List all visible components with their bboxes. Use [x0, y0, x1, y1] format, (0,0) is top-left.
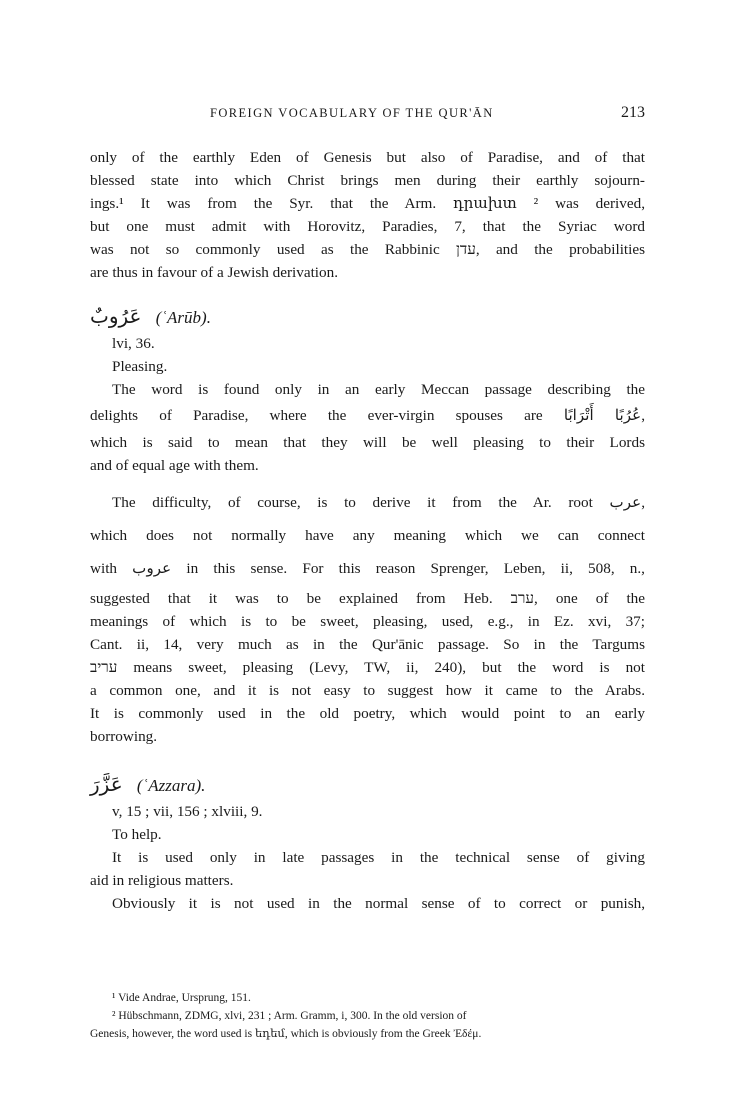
spacer: [90, 477, 645, 485]
entry-arabic: عَرُوبٌ: [90, 304, 142, 328]
text-line: It is commonly used in the old poetry, which would point to an early: [90, 705, 645, 722]
page-number: 213: [621, 104, 645, 121]
footnotes: [90, 989, 645, 1043]
entry-gloss: To help.: [112, 826, 162, 843]
text-line: was not so commonly used as the Rabbinic עדן, and the probabilities: [90, 241, 645, 258]
entry-transliteration: (ʿAzzara).: [136, 776, 206, 795]
text-line: aid in religious matters.: [90, 872, 234, 889]
body-text: [90, 146, 645, 915]
entry-arabic: عَزَّرَ: [90, 772, 123, 796]
text-line: which does not normally have any meaning which we can connect: [90, 527, 645, 544]
text-line: Cant. ii, 14, very much as in the Qur'ānic passage. So in the Targums: [90, 636, 645, 653]
entry-reference: lvi, 36.: [112, 335, 155, 352]
text-line: are thus in favour of a Jewish derivation.: [90, 264, 338, 281]
text-line: ings.¹ It was from the Syr. that the Arm. դրախտ ² was derived,: [90, 195, 645, 212]
footnote: Genesis, however, the word used is եդեմ, which is obviously from the Greek Ἐδέμ.: [90, 1028, 482, 1040]
text-line: only of the earthly Eden of Genesis but also of Paradise, and of that: [90, 149, 645, 166]
running-title: FOREIGN VOCABULARY OF THE QUR'ĀN: [210, 106, 494, 120]
text-line: It is used only in late passages in the technical sense of giving: [112, 849, 645, 866]
text-line: meanings of which is to be sweet, pleasing, used, e.g., in Ez. xvi, 37;: [90, 613, 645, 630]
entry-reference: v, 15 ; vii, 156 ; xlviii, 9.: [112, 803, 263, 820]
running-header: [90, 106, 645, 126]
footnote: ¹ Vide Andrae, Ursprung, 151.: [112, 992, 251, 1004]
text-line: delights of Paradise, where the ever-virgin spouses are عُرُبًا أَتْرَابًا,: [90, 407, 645, 424]
text-line: suggested that it was to be explained from Heb. ערב, one of the: [90, 590, 645, 607]
text-line: borrowing.: [90, 728, 158, 745]
text-line: a common one, and it is not easy to suggest how it came to the Arabs.: [90, 682, 645, 699]
entry-transliteration: (ʿArūb).: [155, 308, 211, 327]
entry-gloss: Pleasing.: [112, 358, 168, 375]
entry-heading: [90, 768, 645, 800]
text-line: עריב means sweet, pleasing (Levy, TW, ii, 240), but the word is not: [90, 659, 645, 676]
spacer: [90, 284, 645, 300]
text-line: The word is found only in an early Meccan passage describing the: [112, 381, 645, 398]
footnote: ² Hübschmann, ZDMG, xlvi, 231 ; Arm. Gramm, i, 300. In the old version of: [112, 1010, 467, 1022]
text-line: Obviously it is not used in the normal sense of to correct or punish,: [112, 895, 645, 912]
text-line: which is said to mean that they will be well pleasing to their Lords: [90, 434, 645, 451]
text-line: blessed state into which Christ brings men during their earthly sojourn-: [90, 172, 645, 189]
text-line: and of equal age with them.: [90, 457, 259, 474]
text-line: with عروب in this sense. For this reason Sprenger, Leben, ii, 508, n.,: [90, 560, 645, 577]
entry-heading: [90, 300, 645, 332]
text-line: The difficulty, of course, is to derive it from the Ar. root عرب,: [112, 494, 645, 511]
text-line: but one must admit with Horovitz, Paradies, 7, that the Syriac word: [90, 218, 645, 235]
spacer: [90, 748, 645, 768]
